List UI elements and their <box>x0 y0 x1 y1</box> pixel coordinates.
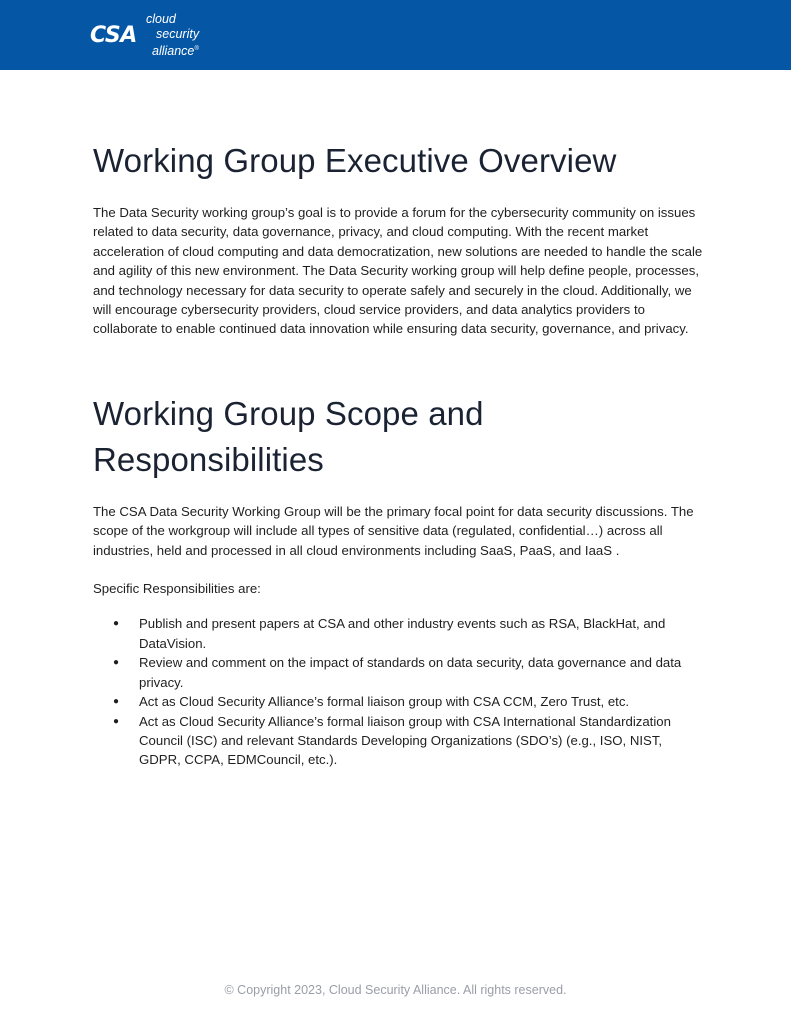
bullet-icon: ● <box>113 657 120 669</box>
list-item-text: Act as Cloud Security Alliance’s formal liaison group with CSA International Standardization Council (ISC) and relevant Standards Developing Organizations (SDO’s) (e.g., ISO, NIST, GDPR, CCPA, EDMCouncil, etc.). <box>139 713 671 768</box>
list-item-text: Act as Cloud Security Alliance’s formal liaison group with CSA CCM, Zero Trust, etc. <box>139 694 630 710</box>
logo-word-security: security <box>156 27 200 41</box>
logo-mark: CSA <box>90 23 137 48</box>
list-item <box>113 712 705 770</box>
responsibilities-lead: Specific Responsibilities are: <box>93 581 261 597</box>
list-item <box>113 614 705 653</box>
section-title-scope-responsibilities: Working Group Scope and Responsibilities <box>93 394 484 478</box>
list-item-text: Publish and present papers at CSA and other industry events such as RSA, BlackHat, and DataVision. <box>139 616 666 651</box>
section-body-scope: The CSA Data Security Working Group will be the primary focal point for data security discussions. The scope of the workgroup will include all types of sensitive data (regulated, confidential…) across all industries, held and processed in all cloud environments including SaaS, PaaS, and IaaS . <box>93 503 694 558</box>
csa-logo <box>90 12 210 58</box>
logo-word-alliance: alliance® <box>152 44 199 59</box>
bullet-icon: ● <box>113 618 120 630</box>
list-item <box>113 653 705 692</box>
section-body-executive-overview: The Data Security working group’s goal is to provide a forum for the cybersecurity community on issues related to data security, data governance, privacy, and cloud computing. With the recent market acceleration of cloud computing and data democratization, new solutions are needed to handle the scale and agility of this new environment. The Data Security working group will help define people, processes, and technology necessary for data security to operate safely and securely in the cloud. Additionally, we will encourage cybersecurity providers, cloud service providers, and data analytics providers to collaborate to enable continued data innovation while ensuring data security, governance, and privacy. <box>93 205 703 337</box>
bullet-icon: ● <box>113 715 120 727</box>
document-content <box>93 138 705 770</box>
registered-mark: ® <box>194 46 199 52</box>
responsibilities-list <box>93 614 705 769</box>
logo-word-cloud: cloud <box>146 12 176 26</box>
bullet-icon: ● <box>113 696 120 708</box>
section-title-executive-overview: Working Group Executive Overview <box>93 142 617 179</box>
header-bar <box>0 0 791 70</box>
logo-wordmark <box>142 12 199 59</box>
list-item <box>113 692 705 711</box>
list-item-text: Review and comment on the impact of standards on data security, data governance and data privacy. <box>139 655 682 690</box>
footer-copyright: © Copyright 2023, Cloud Security Alliance. All rights reserved. <box>224 983 567 997</box>
